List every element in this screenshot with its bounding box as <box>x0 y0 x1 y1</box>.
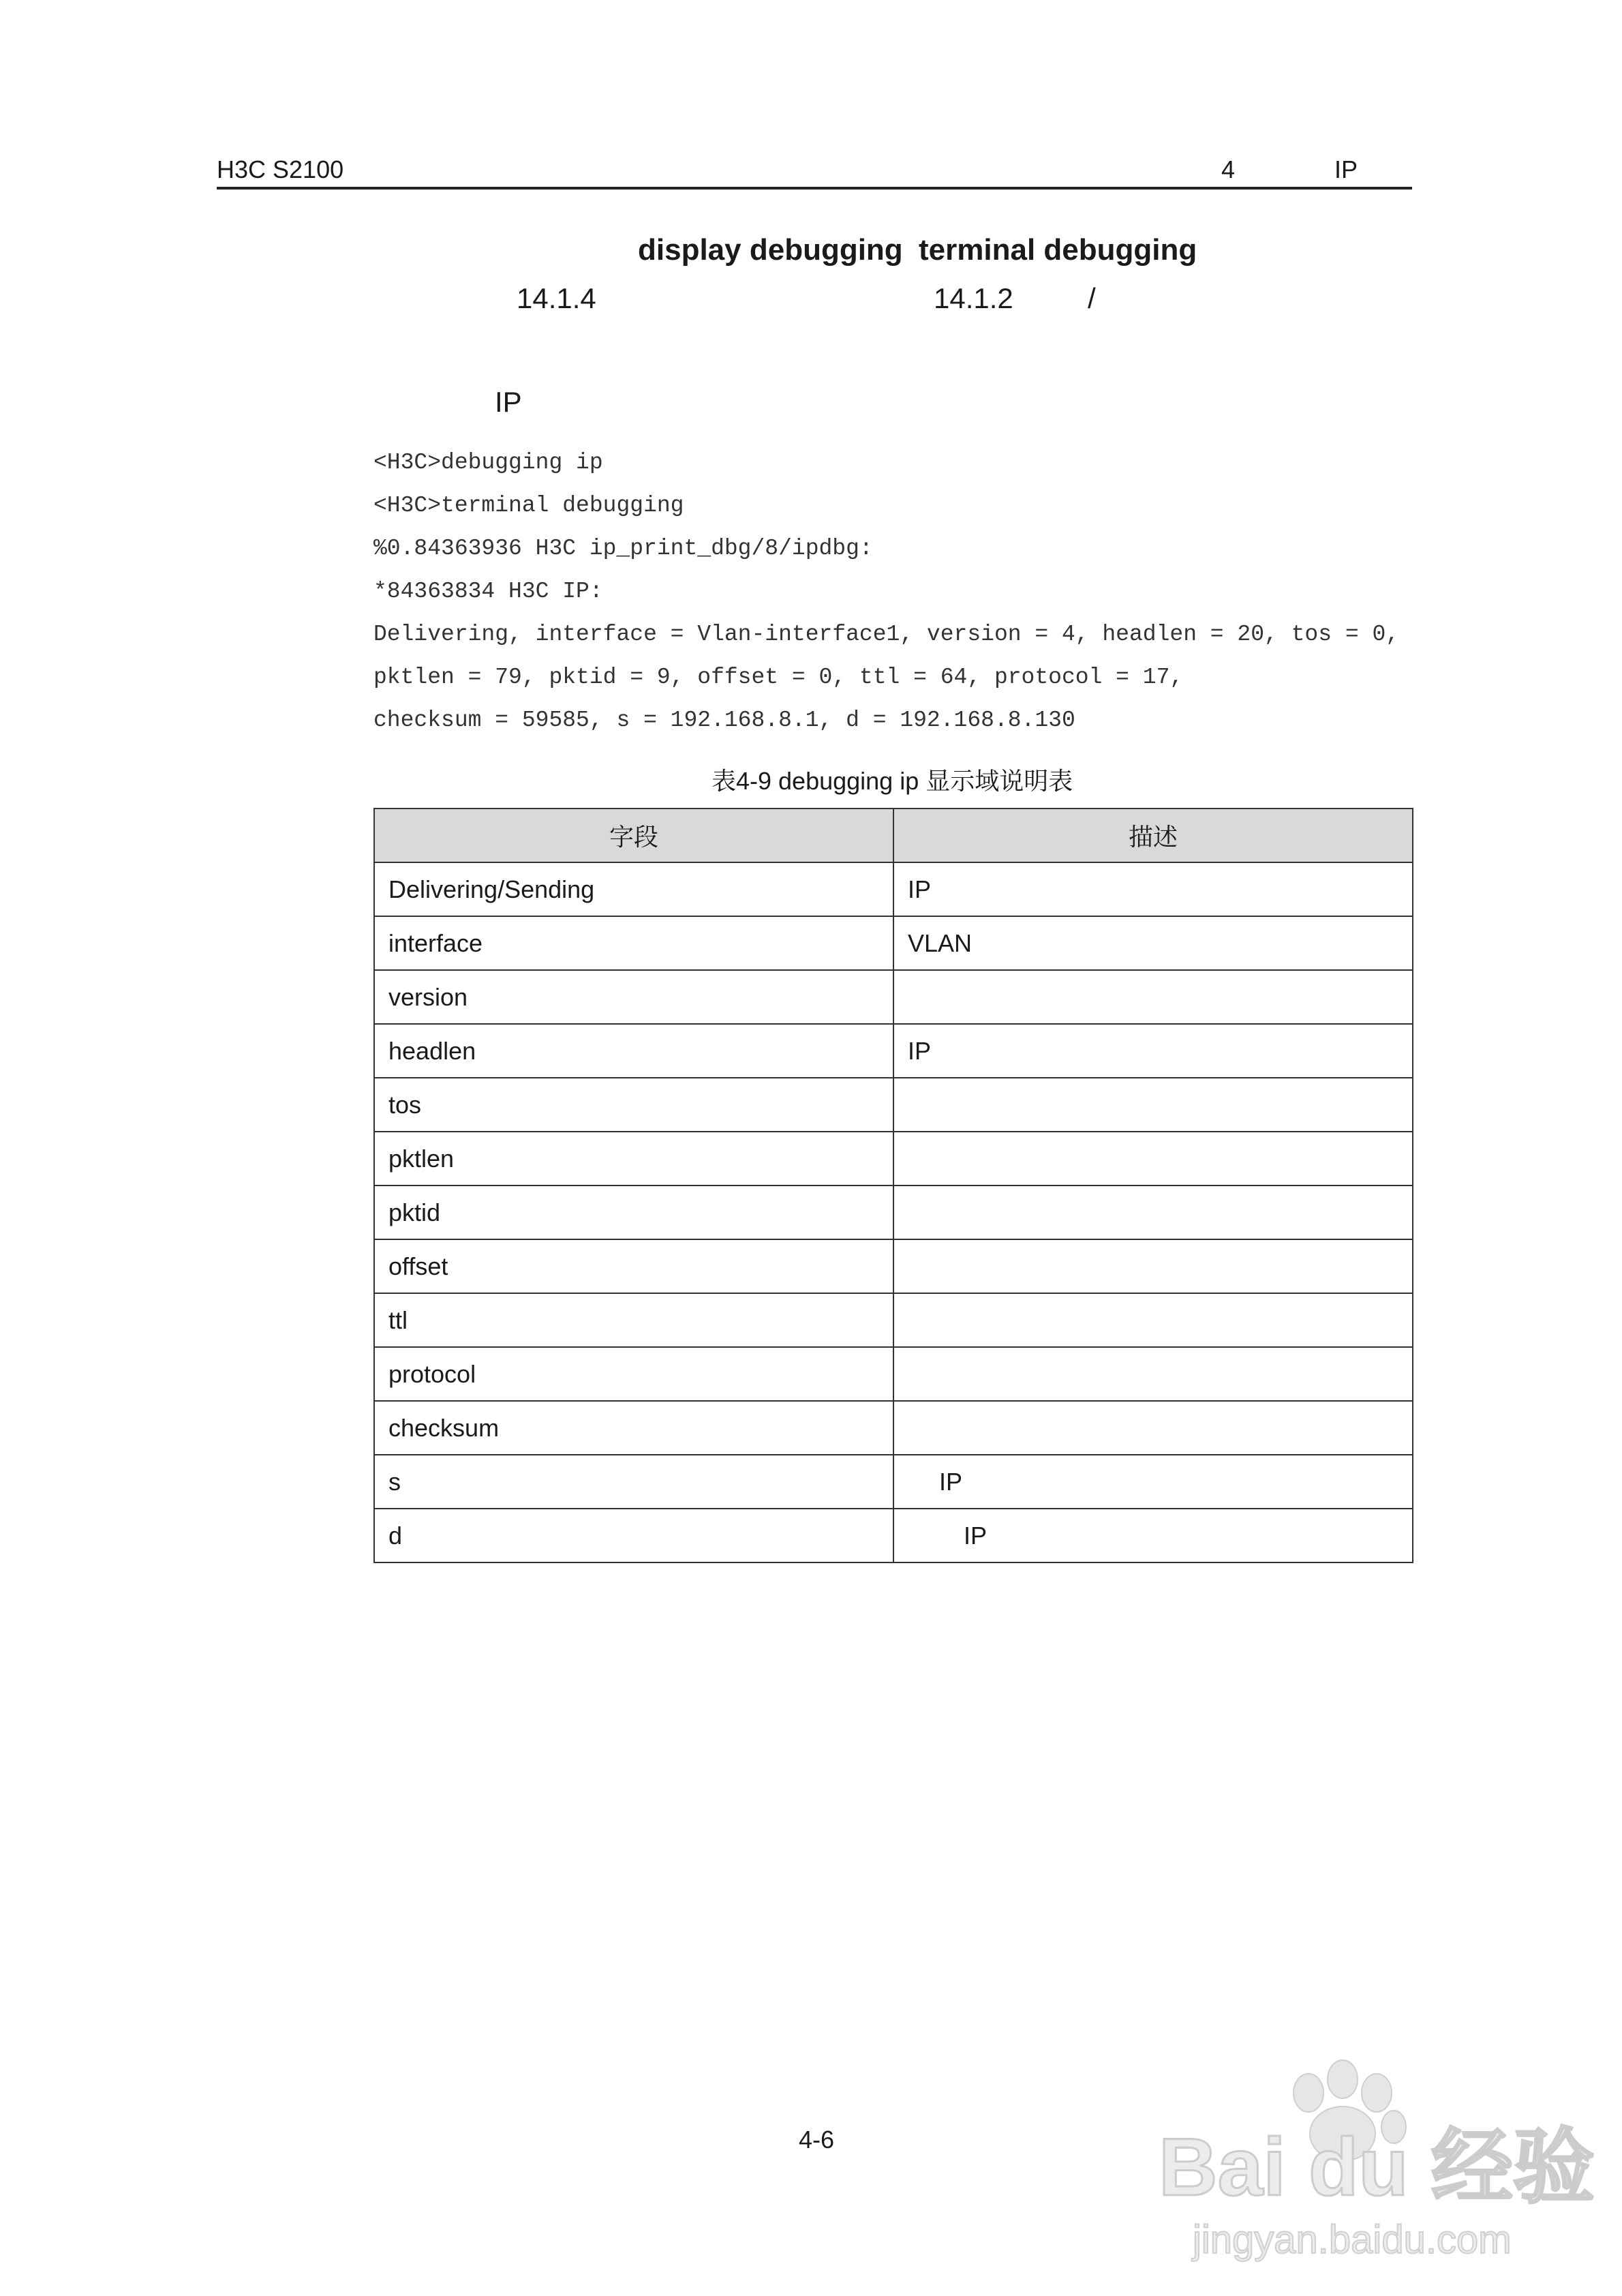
field-cell: interface <box>374 916 893 970</box>
field-cell: tos <box>374 1078 893 1132</box>
description-cell <box>893 1239 1413 1293</box>
table-row <box>374 1455 1413 1509</box>
field-cell: version <box>374 970 893 1024</box>
field-cell: protocol <box>374 1347 893 1401</box>
description-cell: IP <box>893 1024 1413 1078</box>
header-product: H3C S2100 <box>217 155 344 183</box>
table-row <box>374 1132 1413 1185</box>
field-cell: pktid <box>374 1185 893 1239</box>
description-cell <box>893 1078 1413 1132</box>
watermark-url: jingyan.baidu.com <box>1193 2218 1512 2262</box>
table-caption: 表4-9 debugging ip 显示域说明表 <box>711 767 1073 795</box>
field-cell: headlen <box>374 1024 893 1078</box>
section-label: IP <box>495 386 522 418</box>
code-line-5: Delivering, interface = Vlan-interface1, version = 4, headlen = 20, tos = 0, <box>373 622 1400 647</box>
intro-command-terminal-debugging: terminal debugging <box>919 233 1197 267</box>
field-cell: pktlen <box>374 1132 893 1185</box>
description-cell <box>893 970 1413 1024</box>
field-cell: d <box>374 1509 893 1562</box>
field-cell: checksum <box>374 1401 893 1455</box>
code-line-4: *84363834 H3C IP: <box>373 579 603 604</box>
intro-slash: / <box>1088 282 1096 314</box>
code-line-6: pktlen = 79, pktid = 9, offset = 0, ttl = 64, protocol = 17, <box>373 665 1184 690</box>
description-cell: IP <box>893 1455 1413 1509</box>
header-chapter-title: IP <box>1334 155 1358 183</box>
description-cell <box>893 1132 1413 1185</box>
code-line-7: checksum = 59585, s = 192.168.8.1, d = 192.168.8.130 <box>373 708 1075 733</box>
description-cell: VLAN <box>893 916 1413 970</box>
description-cell <box>893 1185 1413 1239</box>
field-cell: offset <box>374 1239 893 1293</box>
description-cell <box>893 1401 1413 1455</box>
code-line-3: %0.84363936 H3C ip_print_dbg/8/ipdbg: <box>373 536 873 561</box>
table-row <box>374 1078 1413 1132</box>
column-header-description: 描述 <box>893 809 1413 862</box>
column-header-field: 字段 <box>374 809 893 862</box>
code-line-1: <H3C>debugging ip <box>373 450 603 475</box>
table-header-row <box>374 809 1413 862</box>
table-row <box>374 862 1413 916</box>
table-row <box>374 1239 1413 1293</box>
description-cell: IP <box>893 1509 1413 1562</box>
table-row <box>374 1024 1413 1078</box>
field-cell: s <box>374 1455 893 1509</box>
table-row <box>374 1293 1413 1347</box>
table-row <box>374 1509 1413 1562</box>
page-number: 4-6 <box>799 2126 835 2154</box>
table-row <box>374 970 1413 1024</box>
table-row <box>374 916 1413 970</box>
table-row <box>374 1347 1413 1401</box>
description-cell <box>893 1347 1413 1401</box>
field-cell: Delivering/Sending <box>374 862 893 916</box>
table-row <box>374 1401 1413 1455</box>
field-cell: ttl <box>374 1293 893 1347</box>
intro-command-display-debugging: display debugging <box>638 233 903 267</box>
watermark-brand: Bai du 经验 <box>1159 2121 1595 2213</box>
field-description-table <box>373 808 1413 1563</box>
description-cell <box>893 1293 1413 1347</box>
intro-ref-section-1: 14.1.4 <box>517 282 596 314</box>
intro-ref-section-2: 14.1.2 <box>934 282 1013 314</box>
header-chapter-number: 4 <box>1221 155 1236 183</box>
baidu-jingyan-watermark <box>1152 2052 1595 2263</box>
code-line-2: <H3C>terminal debugging <box>373 493 684 518</box>
table-row <box>374 1185 1413 1239</box>
description-cell: IP <box>893 862 1413 916</box>
header-rule <box>217 187 1412 190</box>
